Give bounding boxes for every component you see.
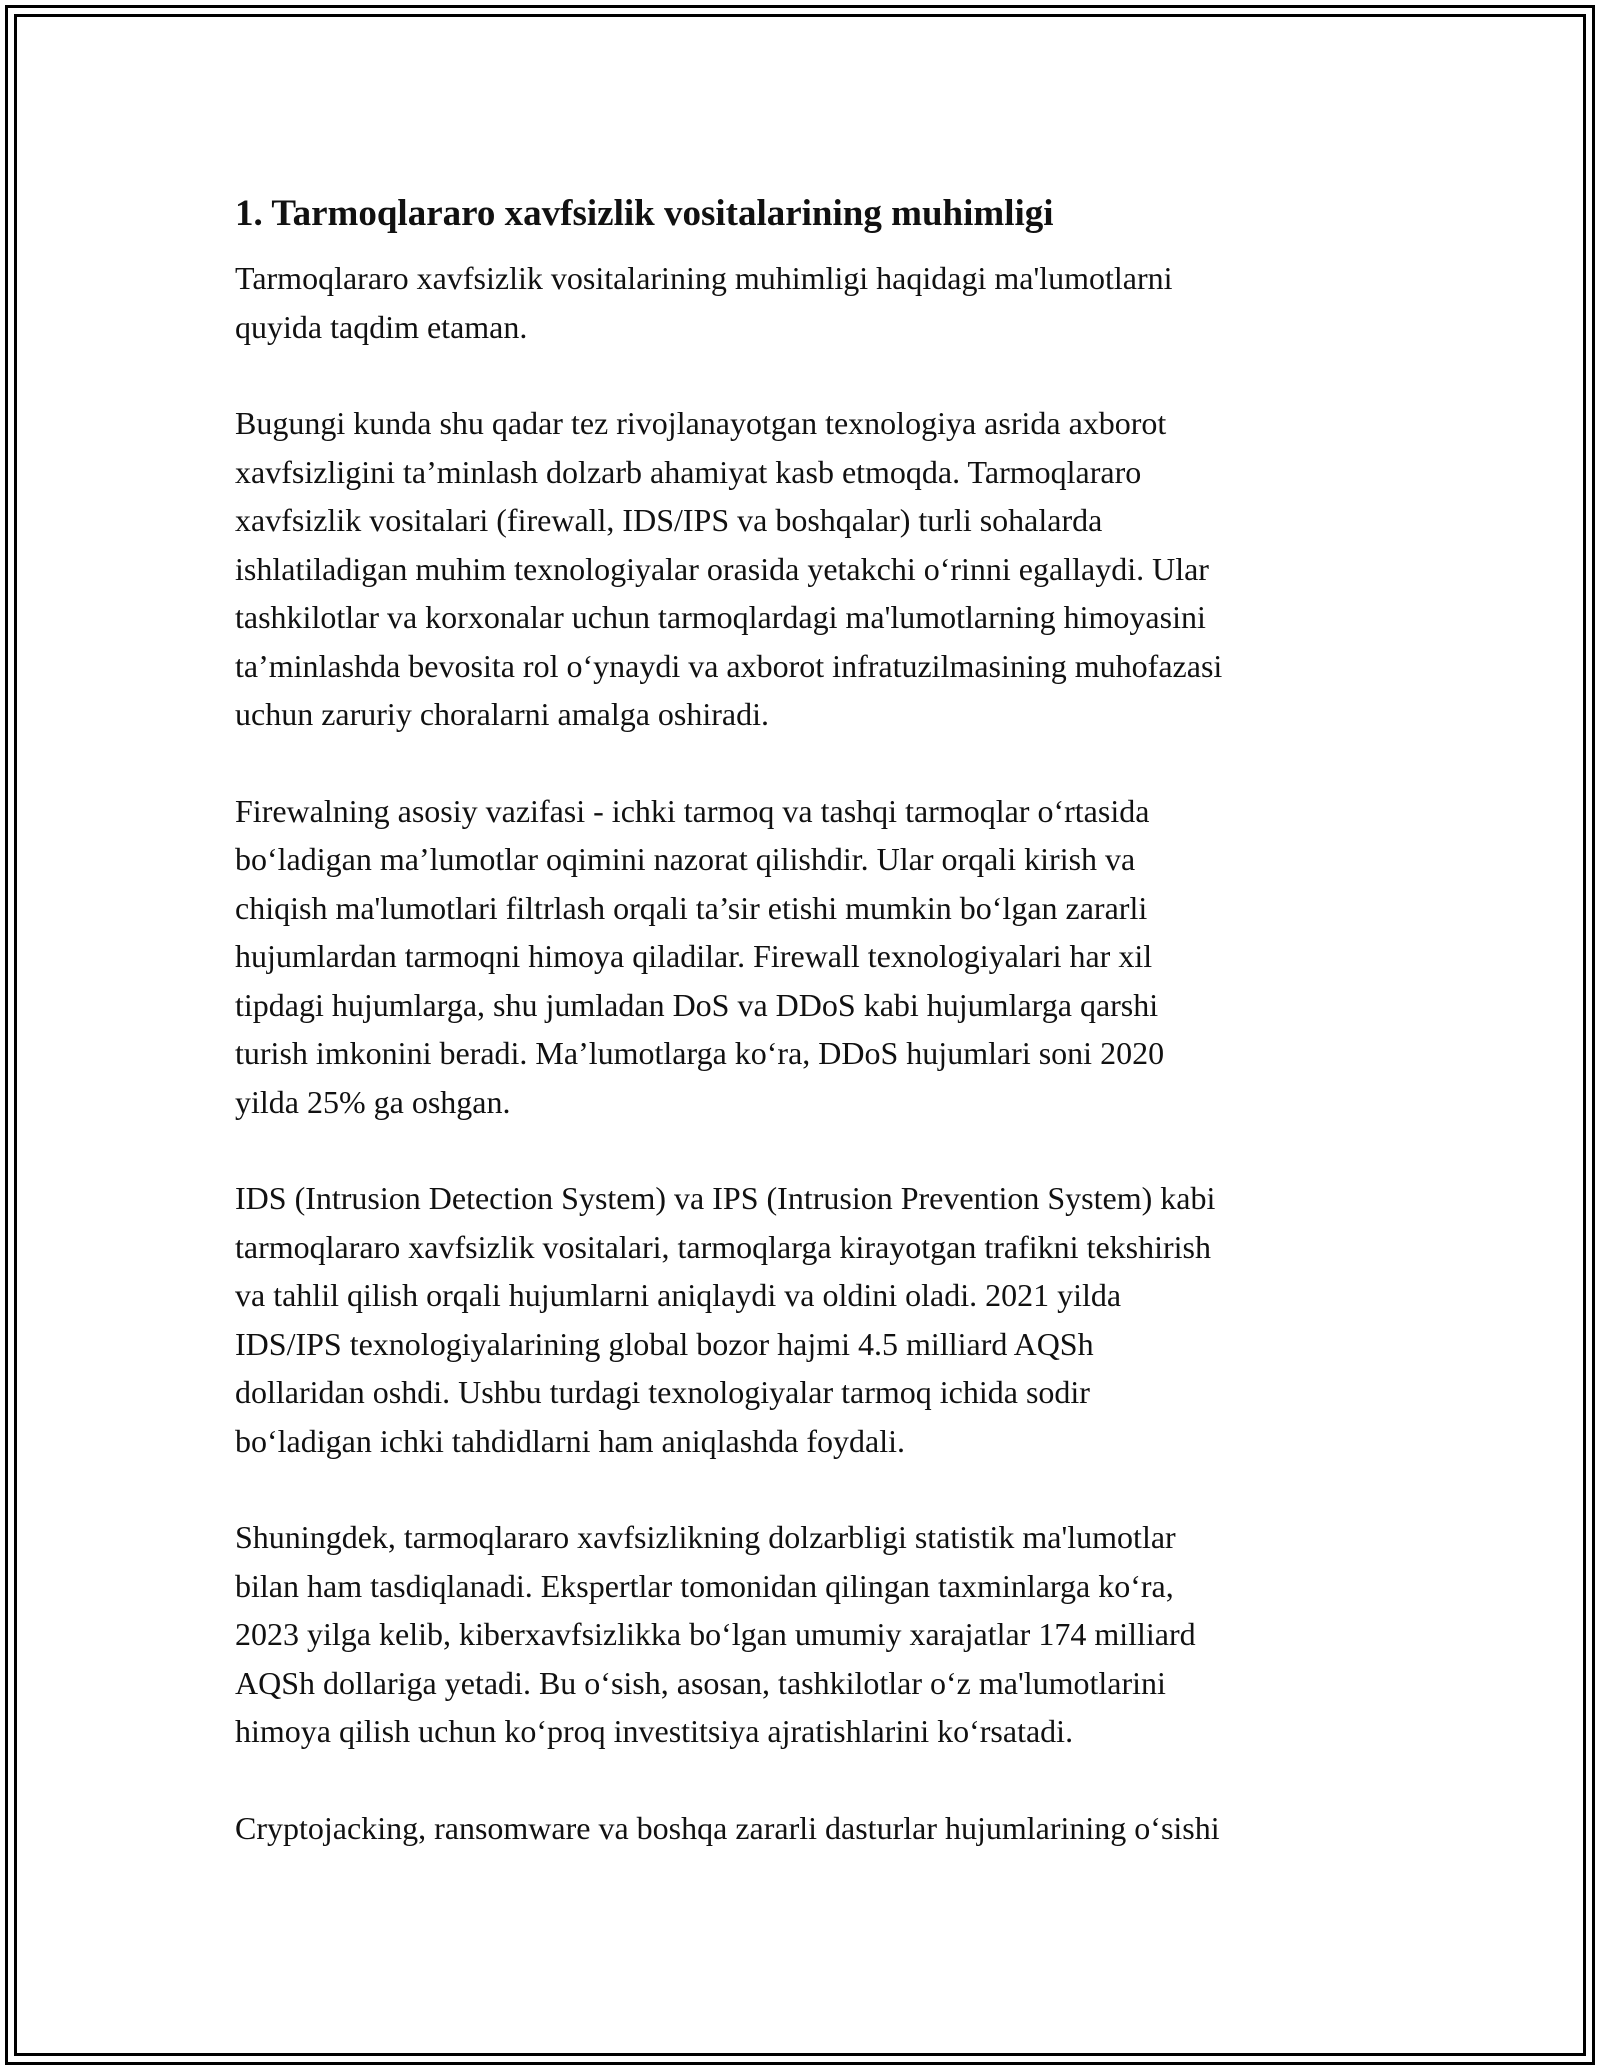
text-line: xavfsizlik vositalari (firewall, IDS/IPS va boshqalar) turli sohalarda — [235, 502, 1103, 538]
text-line: va tahlil qilish orqali hujumlarni aniqlaydi va oldini oladi. 2021 yilda — [235, 1277, 1122, 1313]
text-line: Shuningdek, tarmoqlararo xavfsizlikning dolzarbligi statistik ma'lumotlar — [235, 1519, 1176, 1555]
text-line: tipdagi hujumlarga, shu jumladan DoS va DDoS kabi hujumlarga qarshi — [235, 986, 1159, 1023]
text-line: bo‘ladigan ma’lumotlar oqimini nazorat qilishdir. Ular orqali kirish va — [235, 841, 1136, 877]
text-line: himoya qilish uchun ko‘proq investitsiya ajratishlarini ko‘rsatadi. — [235, 1713, 1074, 1749]
text-line: Cryptojacking, ransomware va boshqa zararli dasturlar hujumlarining o‘sishi — [235, 1809, 1220, 1846]
paragraph-cryptojacking — [235, 1804, 1375, 1853]
section-heading: 1. Tarmoqlararo xavfsizlik vositalarining muhimligi — [235, 193, 1054, 234]
text-line: bo‘ladigan ichki tahdidlarni ham aniqlashda foydali. — [235, 1422, 906, 1459]
text-line: uchun zaruriy choralarni amalga oshiradi. — [235, 696, 769, 732]
paragraph-firewall — [235, 787, 1375, 1127]
paragraph-technology — [235, 399, 1375, 739]
text-line: Bugungi kunda shu qadar tez rivojlanayotgan texnologiya asrida axborot — [235, 405, 1167, 441]
text-line: bilan ham tasdiqlanadi. Ekspertlar tomonidan qilingan taxminlarga ko‘ra, — [235, 1567, 1174, 1604]
text-line: xavfsizligini ta’minlash dolzarb ahamiyat kasb etmoqda. Tarmoqlararo — [235, 453, 1142, 490]
document-body — [235, 186, 1375, 1852]
text-line: tashkilotlar va korxonalar uchun tarmoqlardagi ma'lumotlarning himoyasini — [235, 599, 1206, 635]
text-line: Firewalning asosiy vazifasi - ichki tarmoq va tashqi tarmoqlar o‘rtasida — [235, 792, 1150, 829]
text-line: turish imkonini beradi. Ma’lumotlarga ko‘ra, DDoS hujumlari soni 2020 — [235, 1035, 1165, 1071]
text-line: yilda 25% ga oshgan. — [235, 1083, 511, 1120]
paragraph-ids-ips — [235, 1174, 1375, 1465]
text-line: 2023 yilga kelib, kiberxavfsizlikka bo‘lgan umumiy xarajatlar 174 milliard — [235, 1616, 1196, 1652]
text-line: hujumlardan tarmoqni himoya qiladilar. Firewall texnologiyalari har xil — [235, 938, 1153, 974]
paragraph-intro — [235, 254, 1375, 351]
text-line: quyida taqdim etaman. — [235, 308, 528, 345]
text-line: IDS (Intrusion Detection System) va IPS (Intrusion Prevention System) kabi — [235, 1180, 1216, 1216]
text-line: ishlatiladigan muhim texnologiyalar orasida yetakchi o‘rinni egallaydi. Ular — [235, 550, 1209, 587]
text-line: Tarmoqlararo xavfsizlik vositalarining muhimligi haqidagi ma'lumotlarni — [235, 260, 1173, 296]
text-line: tarmoqlararo xavfsizlik vositalari, tarmoqlarga kirayotgan trafikni tekshirish — [235, 1228, 1211, 1265]
paragraph-statistics — [235, 1513, 1375, 1756]
text-line: IDS/IPS texnologiyalarining global bozor hajmi 4.5 milliard AQSh — [235, 1325, 1094, 1362]
text-line: chiqish ma'lumotlari filtrlash orqali ta’sir etishi mumkin bo‘lgan zararli — [235, 889, 1148, 926]
text-line: ta’minlashda bevosita rol o‘ynaydi va axborot infratuzilmasining muhofazasi — [235, 647, 1223, 684]
text-line: AQSh dollariga yetadi. Bu o‘sish, asosan, tashkilotlar o‘z ma'lumotlarini — [235, 1664, 1166, 1701]
text-line: dollaridan oshdi. Ushbu turdagi texnologiyalar tarmoq ichida sodir — [235, 1374, 1090, 1410]
